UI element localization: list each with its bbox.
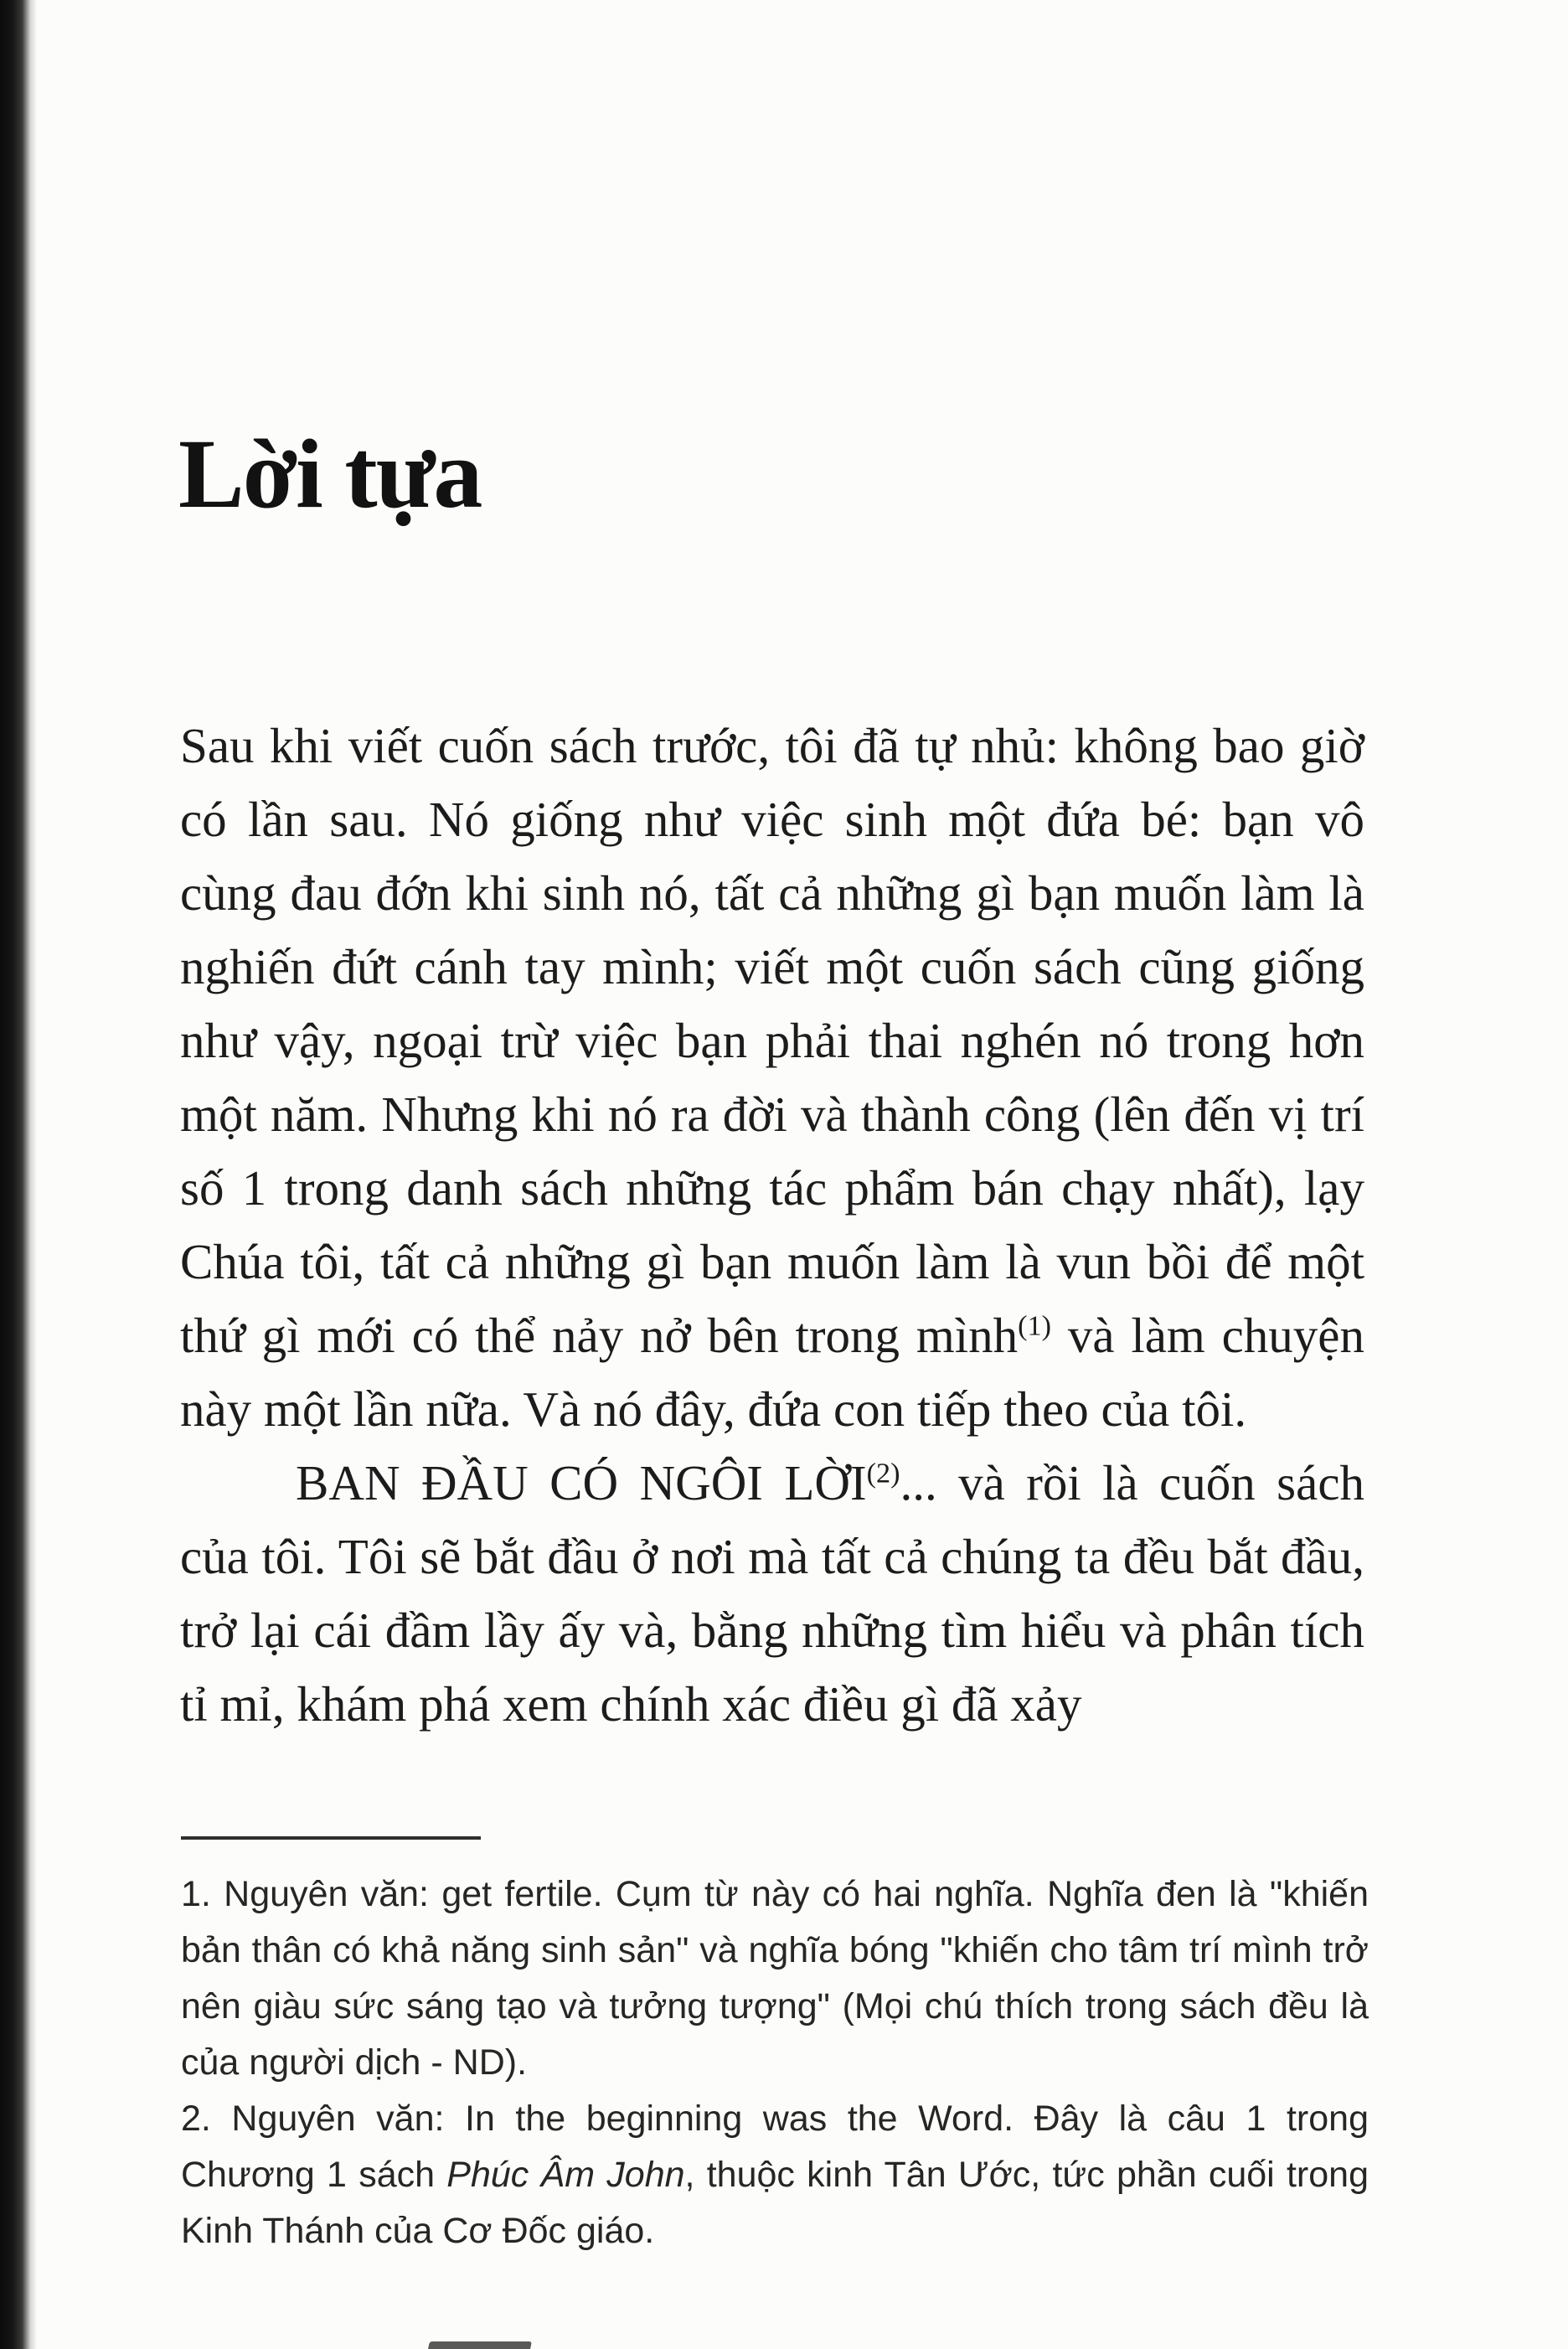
page-edge-mark (428, 2341, 532, 2349)
page-title: Lời tựa (178, 419, 482, 529)
binding-shadow (0, 0, 37, 2349)
body-text (180, 709, 1364, 1741)
paragraph: Sau khi viết cuốn sách trước, tôi đã tự nhủ: không bao giờ có lần sau. Nó giống như việc sinh một đứa bé: bạn vô cùng đau đớn khi sinh nó, tất cả những gì bạn muốn làm là nghiến đứt cánh tay mình; viết một cuốn sách cũng giống như vậy, ngoại trừ việc bạn phải thai nghén nó trong hơn một năm. Nhưng khi nó ra đời và thành công (lên đến vị trí số 1 trong danh sách những tác phẩm bán chạy nhất), lạy Chúa tôi, tất cả những gì bạn muốn làm là vun bồi để một thứ gì mới có thể nảy nở bên trong mình$^{(1)}$ và làm chuyện này một lần nữa. Và nó đây, đứa con tiếp theo của tôi. (180, 718, 1364, 1437)
footnotes (181, 1866, 1369, 2259)
footnote: 2. Nguyên văn: In the beginning was the Word. Đây là câu 1 trong Chương 1 sách Phúc Âm John, thuộc kinh Tân Ước, tức phần cuối trong Kinh Thánh của Cơ Đốc giáo. (181, 2099, 1369, 2251)
paragraph: BAN ĐẦU CÓ NGÔI LỜI$^{(2)}$... và rồi là cuốn sách của tôi. Tôi sẽ bắt đầu ở nơi mà tất cả chúng ta đều bắt đầu, trở lại cái đầm lầy ấy và, bằng những tìm hiểu và phân tích tỉ mỉ, khám phá xem chính xác điều gì đã xảy (180, 1455, 1365, 1732)
footnote-separator (181, 1836, 481, 1840)
footnote: 1. Nguyên văn: get fertile. Cụm từ này có hai nghĩa. Nghĩa đen là "khiến bản thân có khả năng sinh sản" và nghĩa bóng "khiến cho tâm trí mình trở nên giàu sức sáng tạo và tưởng tượng" (Mọi chú thích trong sách đều là của người dịch - ND). (181, 1874, 1369, 2083)
